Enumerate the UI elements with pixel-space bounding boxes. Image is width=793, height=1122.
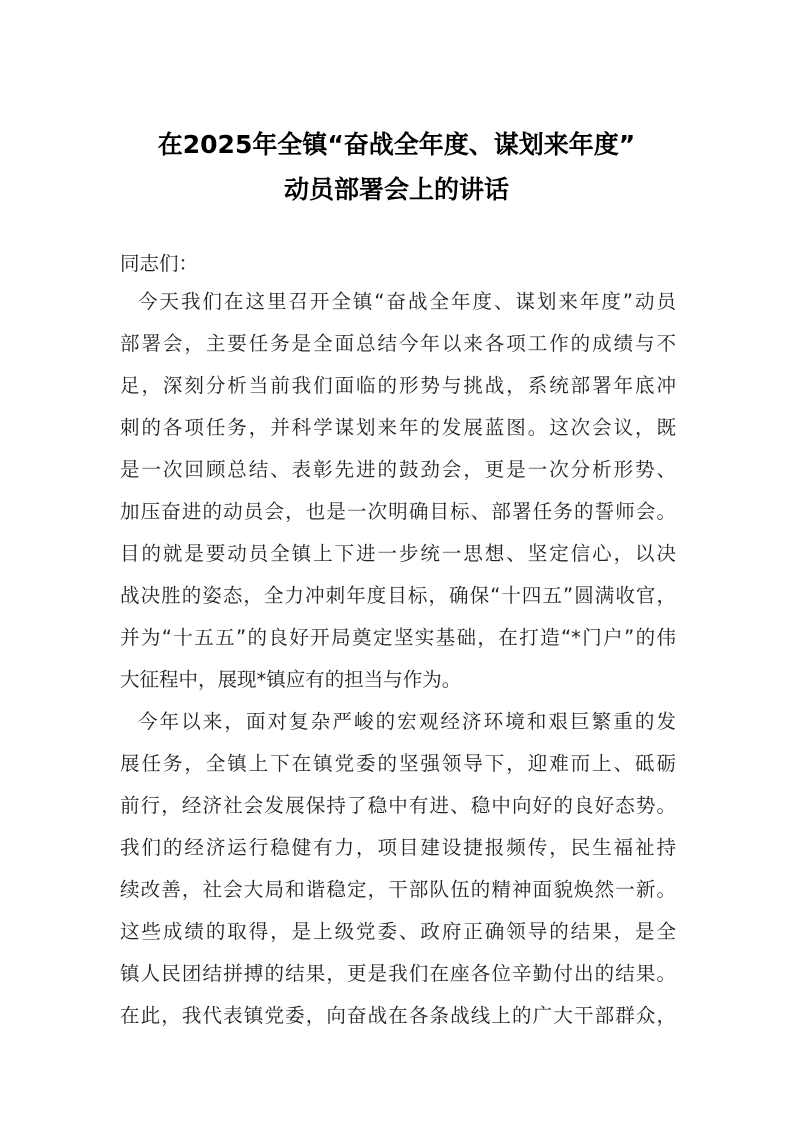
- text-line: 展任务，全镇上下在镇党委的坚强领导下，迎难而上、砥砺: [120, 752, 676, 775]
- text-line: 目的就是要动员全镇上下进一步统一思想、坚定信心，以决: [120, 542, 676, 565]
- text-line: 今天我们在这里召开全镇“奋战全年度、谋划来年度”动员: [138, 290, 676, 313]
- title-line-2: 动员部署会上的讲话: [283, 175, 509, 204]
- text-line: 刺的各项任务，并科学谋划来年的发展蓝图。这次会议，既: [120, 416, 676, 439]
- text-line: 大征程中，展现*镇应有的担当与作为。: [120, 668, 462, 691]
- text-line: 镇人民团结拼搏的结果，更是我们在座各位辛勤付出的结果。: [120, 962, 676, 985]
- text-line: 战决胜的姿态，全力冲刺年度目标，确保“十四五”圆满收官，: [120, 584, 676, 607]
- text-line: 在此，我代表镇党委，向奋战在各条战线上的广大干部群众，: [120, 1004, 676, 1027]
- text-line: 部署会，主要任务是全面总结今年以来各项工作的成绩与不: [120, 332, 676, 355]
- text-line: 是一次回顾总结、表彰先进的鼓劲会，更是一次分析形势、: [120, 458, 676, 481]
- text-line: 并为“十五五”的良好开局奠定坚实基础，在打造“*门户”的伟: [120, 626, 676, 649]
- title-line-1: 在2025年全镇“奋战全年度、谋划来年度”: [157, 130, 636, 159]
- salutation: 同志们：: [120, 252, 199, 275]
- text-line: 足，深刻分析当前我们面临的形势与挑战，系统部署年底冲: [120, 374, 676, 397]
- text-line: 这些成绩的取得，是上级党委、政府正确领导的结果，是全: [120, 920, 676, 943]
- text-line: 前行，经济社会发展保持了稳中有进、稳中向好的良好态势。: [120, 794, 676, 817]
- text-line: 我们的经济运行稳健有力，项目建设捷报频传，民生福祉持: [120, 836, 676, 859]
- text-line: 今年以来，面对复杂严峻的宏观经济环境和艰巨繁重的发: [138, 710, 676, 733]
- text-line: 续改善，社会大局和谐稳定，干部队伍的精神面貌焕然一新。: [120, 878, 676, 901]
- text-line: 加压奋进的动员会，也是一次明确目标、部署任务的誓师会。: [120, 500, 676, 523]
